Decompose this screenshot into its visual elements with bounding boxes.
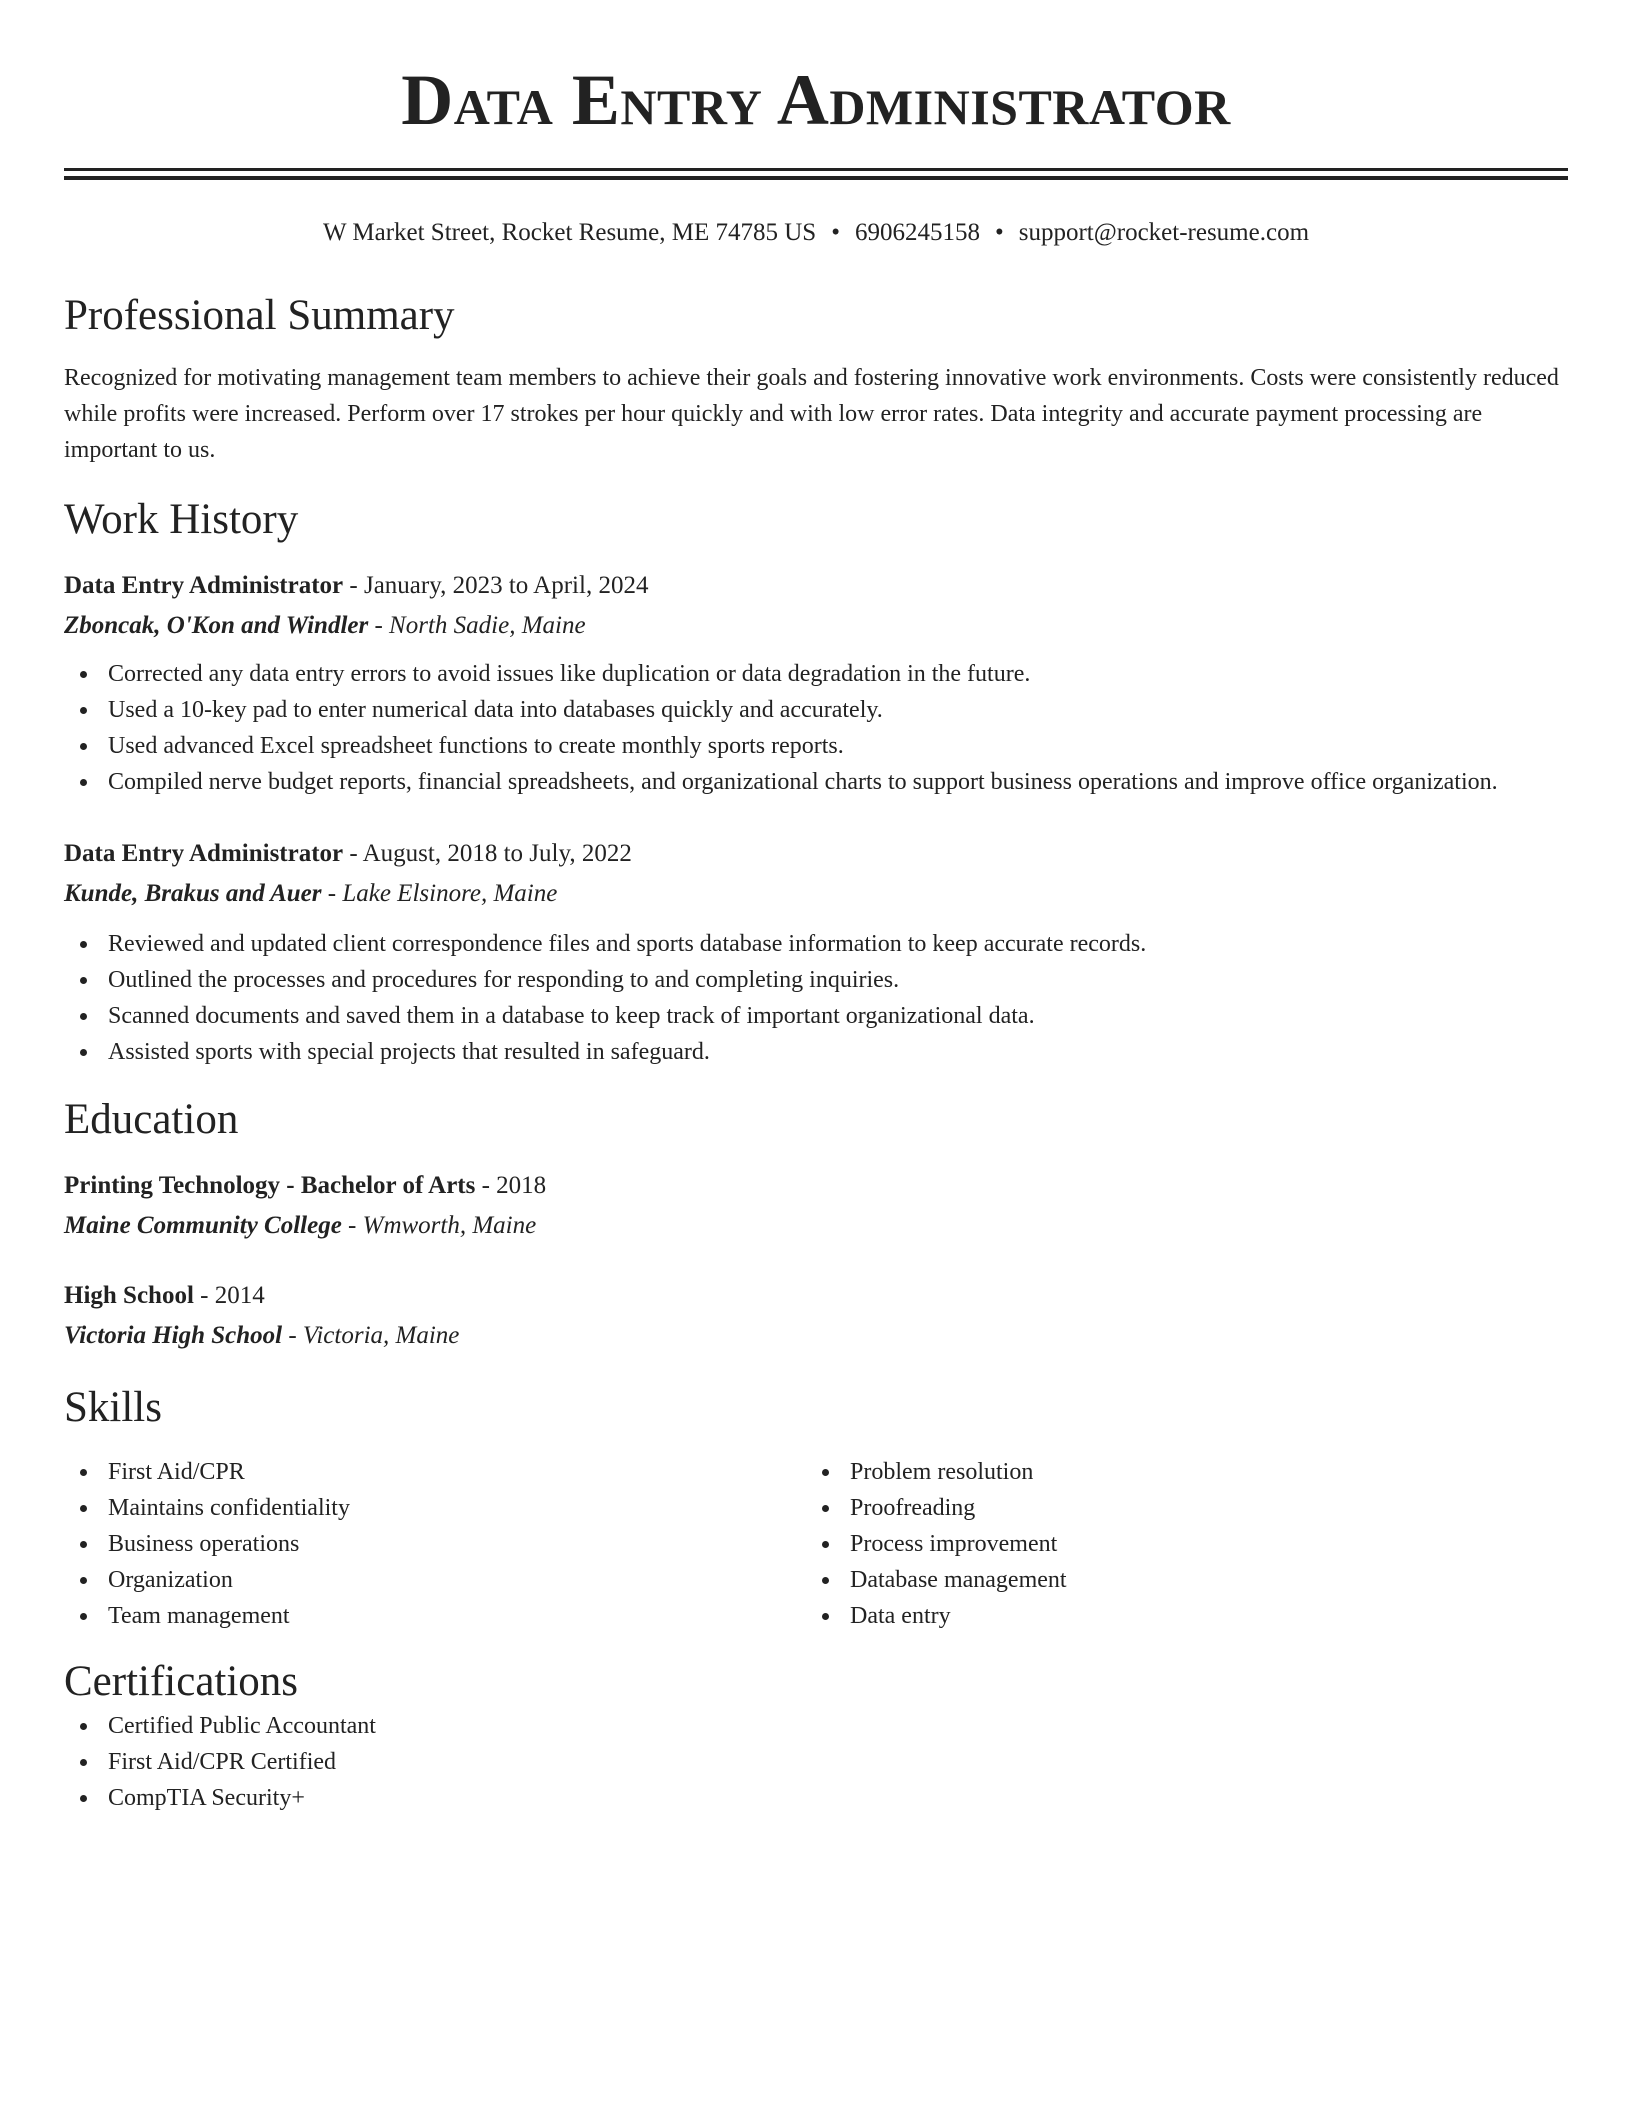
- bullet-icon: [80, 941, 87, 948]
- bullet-icon: [822, 1541, 829, 1548]
- bullet-icon: [822, 1469, 829, 1476]
- list-item: Scanned documents and saved them in a database to keep track of important organizational data.: [64, 998, 1568, 1034]
- education-degree: Printing Technology - Bachelor of Arts: [64, 1172, 476, 1199]
- education-school-line: [64, 1316, 1568, 1356]
- list-item: Data entry: [806, 1598, 1548, 1634]
- bullet-icon: [80, 743, 87, 750]
- job-role: Data Entry Administrator: [64, 572, 344, 599]
- summary-text: Recognized for motivating management team members to achieve their goals and fostering innovative work environments. Costs were consistently reduced while profits were increased. Perform over 17 strokes per hour quickly and with low error rates. Data integrity and accurate payment processing are important to us.: [64, 365, 1559, 463]
- education-heading: Education: [64, 1096, 239, 1143]
- summary-heading: Professional Summary: [64, 292, 455, 339]
- certifications-heading: Certifications: [64, 1658, 299, 1705]
- bullet-icon: [80, 779, 87, 786]
- education-year: - 2014: [193, 1282, 265, 1309]
- contact-email: support@rocket-resume.com: [1018, 219, 1310, 246]
- education-header: [64, 1276, 1568, 1316]
- job-company: Zboncak, O'Kon and Windler: [64, 612, 369, 639]
- list-item: CompTIA Security+: [64, 1780, 1568, 1816]
- bullet-icon: [80, 1613, 87, 1620]
- skills-heading: Skills: [64, 1384, 162, 1431]
- contact-address: W Market Street, Rocket Resume, ME 74785 US: [322, 219, 817, 246]
- work-history-heading: Work History: [64, 496, 299, 543]
- list-item: Compiled nerve budget reports, financial spreadsheets, and organizational charts to support business operations and improve office organization.: [64, 764, 1568, 800]
- bullet-icon: [80, 1723, 87, 1730]
- education-location: - Wmworth, Maine: [341, 1212, 537, 1239]
- list-item: Business operations: [64, 1526, 806, 1562]
- bullet-icon: [822, 1505, 829, 1512]
- list-item: First Aid/CPR Certified: [64, 1744, 1568, 1780]
- job-bullets: [64, 656, 1568, 800]
- bullet-icon: [80, 1795, 87, 1802]
- bullet-icon: [822, 1613, 829, 1620]
- education-school: Maine Community College: [64, 1212, 342, 1239]
- list-item: Outlined the processes and procedures for responding to and completing inquiries.: [64, 962, 1568, 998]
- resume-title: Data Entry Administrator: [401, 60, 1231, 140]
- list-item: Team management: [64, 1598, 806, 1634]
- list-item: Used a 10-key pad to enter numerical data into databases quickly and accurately.: [64, 692, 1568, 728]
- education-year: - 2018: [475, 1172, 547, 1199]
- job-dates: - August, 2018 to July, 2022: [343, 840, 632, 867]
- list-item: Corrected any data entry errors to avoid issues like duplication or data degradation in the future.: [64, 656, 1568, 692]
- bullet-icon: [80, 977, 87, 984]
- job-bullets: [64, 926, 1568, 1070]
- certifications-list: [64, 1708, 1568, 1816]
- skills-grid: [64, 1454, 1568, 1634]
- list-item: Process improvement: [806, 1526, 1548, 1562]
- list-item: Maintains confidentiality: [64, 1490, 806, 1526]
- bullet-icon: [80, 1469, 87, 1476]
- bullet-icon: [822, 1577, 829, 1584]
- bullet-icon: [80, 1013, 87, 1020]
- bullet-icon: [80, 1505, 87, 1512]
- bullet-icon: [80, 671, 87, 678]
- contact-line: [64, 218, 1568, 248]
- education-entry: [64, 1276, 1568, 1356]
- job-employer: [64, 606, 1568, 646]
- education-header: [64, 1166, 1568, 1206]
- bullet-icon: [80, 707, 87, 714]
- contact-separator: •: [994, 219, 1004, 246]
- job-header: [64, 566, 1568, 606]
- education-entry: [64, 1166, 1568, 1246]
- list-item: Problem resolution: [806, 1454, 1548, 1490]
- list-item: Organization: [64, 1562, 806, 1598]
- education-degree: High School: [64, 1282, 194, 1309]
- job-role: Data Entry Administrator: [64, 840, 344, 867]
- list-item: Reviewed and updated client correspondence files and sports database information to keep accurate records.: [64, 926, 1568, 962]
- bullet-icon: [80, 1577, 87, 1584]
- job-entry: [64, 566, 1568, 800]
- job-dates: - January, 2023 to April, 2024: [343, 572, 649, 599]
- bullet-icon: [80, 1049, 87, 1056]
- list-item: Database management: [806, 1562, 1548, 1598]
- list-item: Used advanced Excel spreadsheet functions to create monthly sports reports.: [64, 728, 1568, 764]
- education-school: Victoria High School: [64, 1322, 283, 1349]
- job-location: - Lake Elsinore, Maine: [321, 880, 558, 907]
- education-location: - Victoria, Maine: [282, 1322, 460, 1349]
- title-divider: [64, 168, 1568, 180]
- job-header: [64, 834, 1568, 874]
- job-entry: [64, 834, 1568, 1070]
- contact-separator: •: [831, 219, 840, 246]
- job-company: Kunde, Brakus and Auer: [64, 880, 322, 907]
- list-item: Proofreading: [806, 1490, 1548, 1526]
- bullet-icon: [80, 1759, 87, 1766]
- list-item: First Aid/CPR: [64, 1454, 806, 1490]
- bullet-icon: [80, 1541, 87, 1548]
- skills-left-column: [64, 1454, 806, 1634]
- list-item: Assisted sports with special projects that resulted in safeguard.: [64, 1034, 1568, 1070]
- education-school-line: [64, 1206, 1568, 1246]
- contact-phone: 6906245158: [854, 219, 980, 246]
- list-item: Certified Public Accountant: [64, 1708, 1568, 1744]
- skills-right-column: [806, 1454, 1548, 1634]
- job-employer: [64, 874, 1568, 914]
- job-location: - North Sadie, Maine: [368, 612, 586, 639]
